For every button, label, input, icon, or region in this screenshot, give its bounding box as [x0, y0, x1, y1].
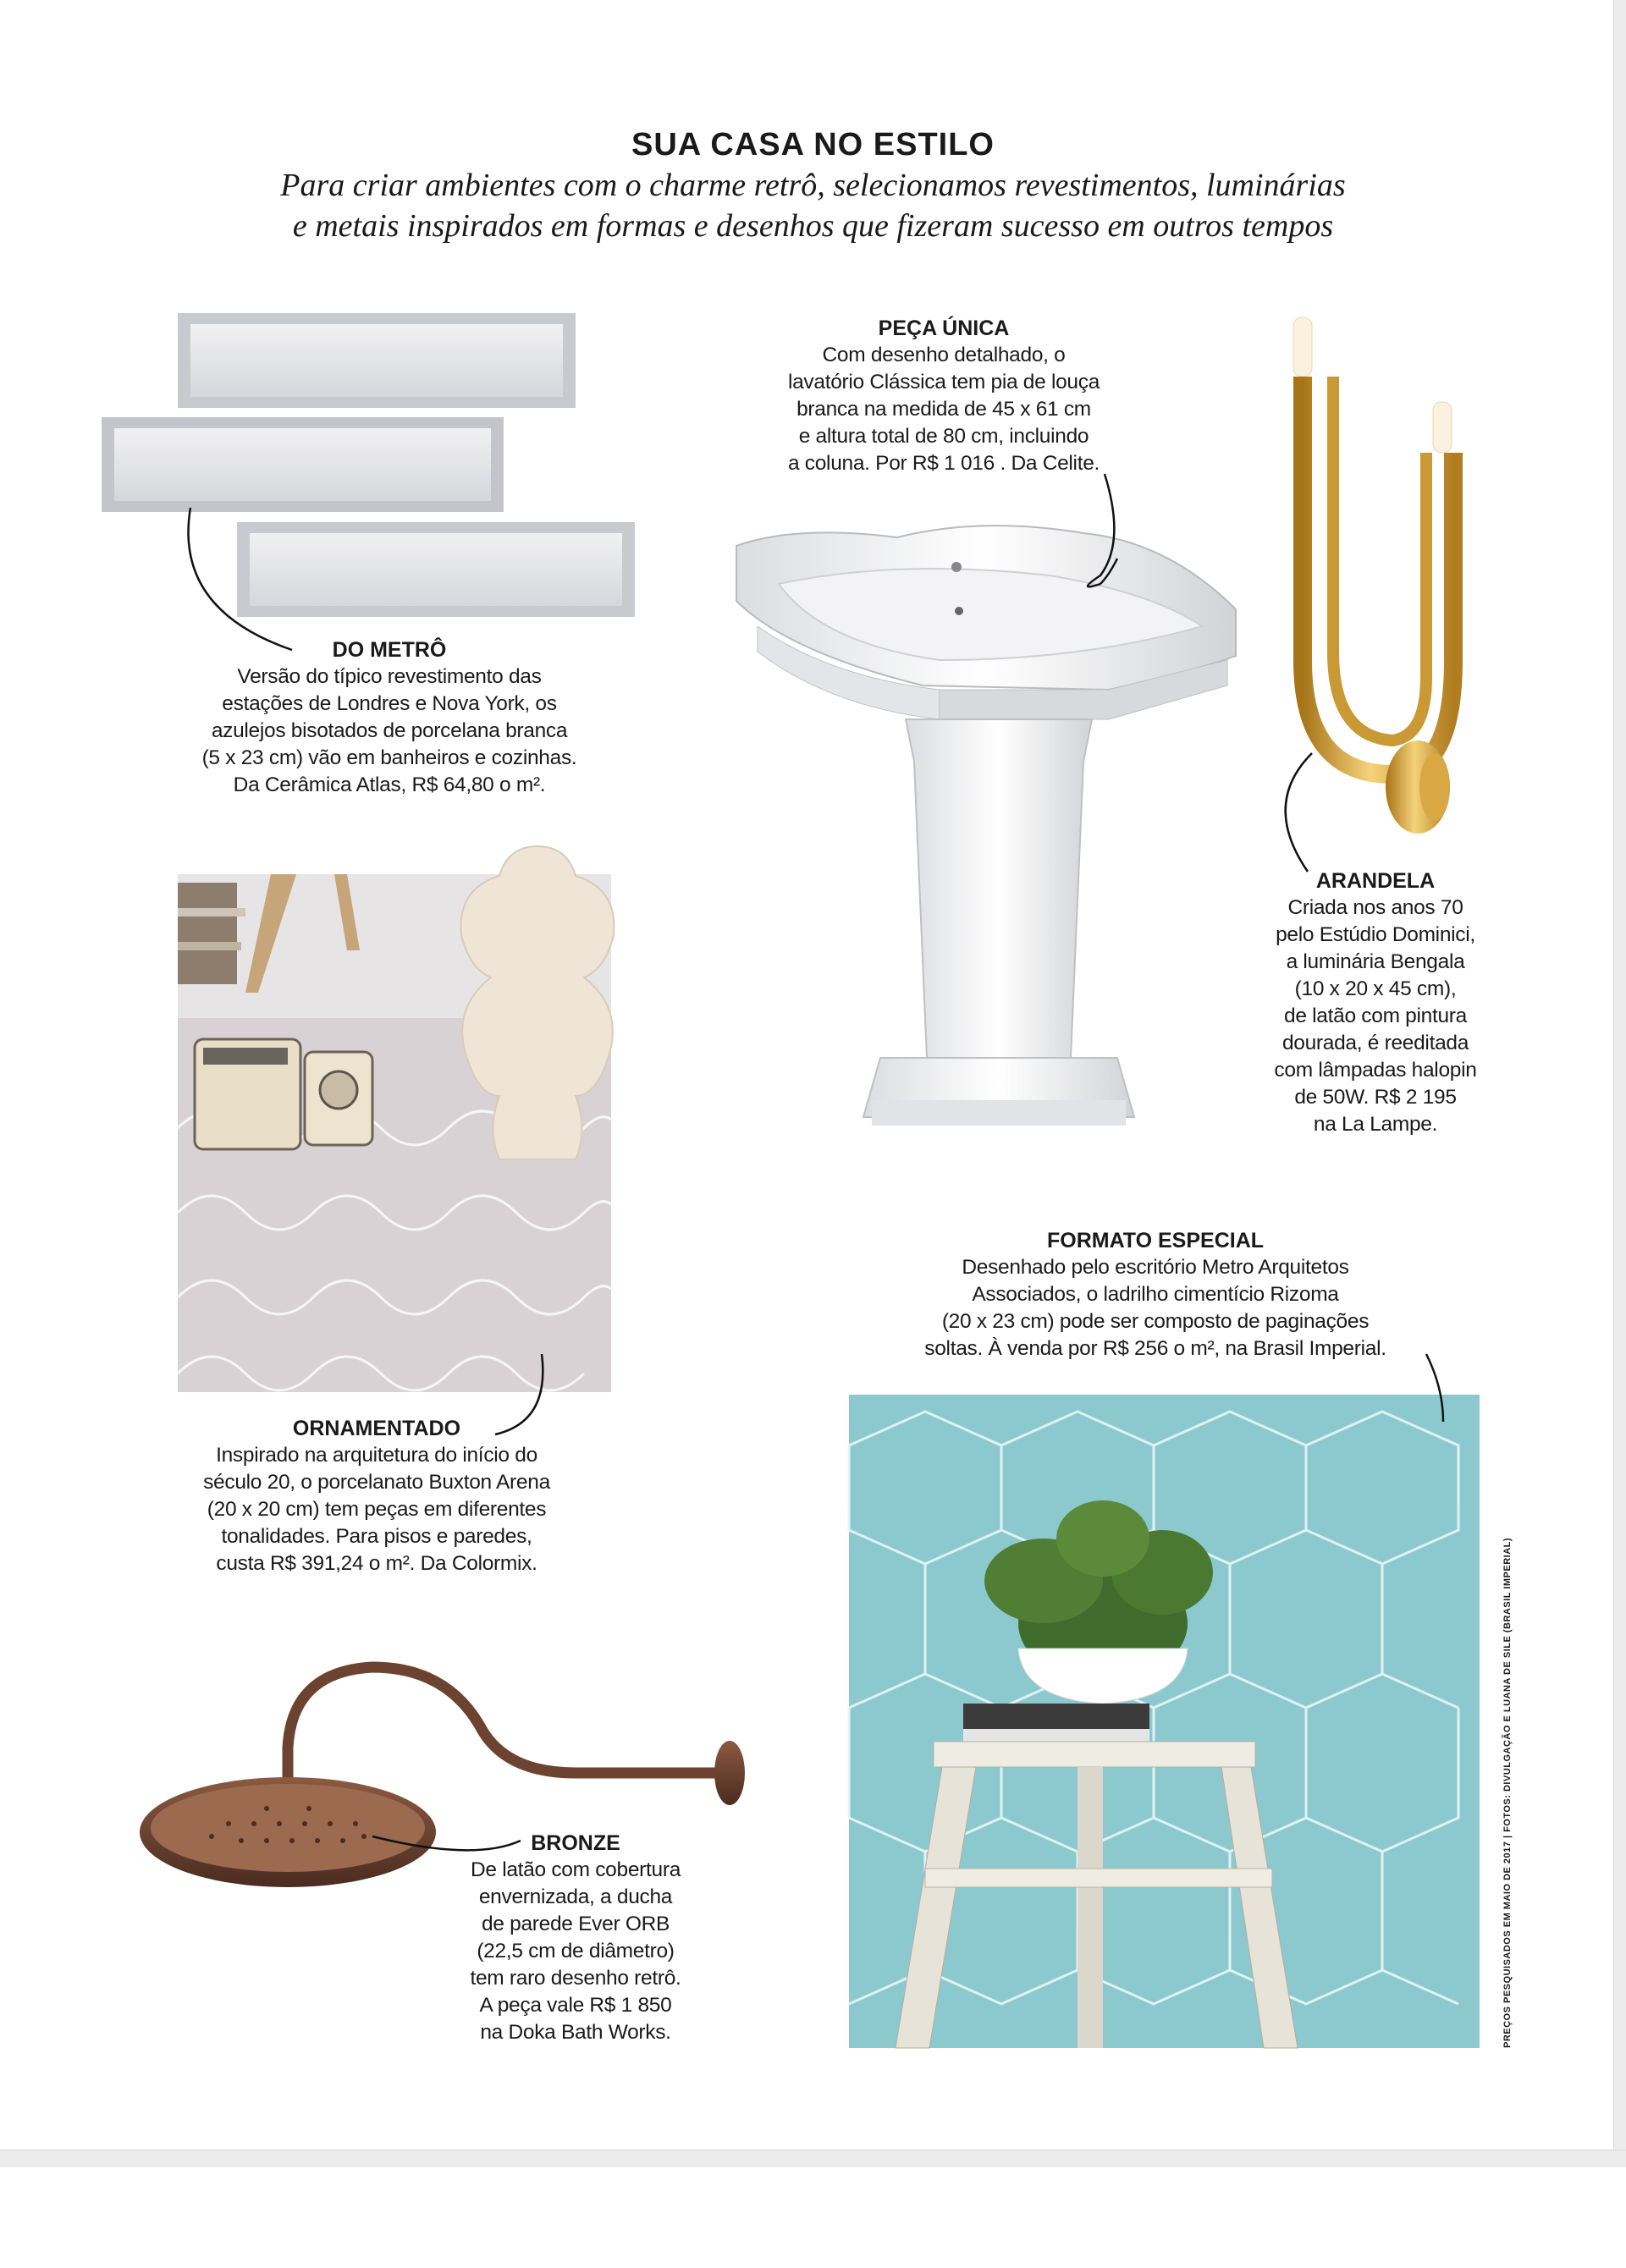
caption-line: dourada, é reeditada: [1282, 1032, 1469, 1054]
caption-line: azulejos bisotados de porcelana branca: [211, 719, 568, 742]
caption-line: (20 x 23 cm) pode ser composto de paginações: [941, 1310, 1370, 1333]
subtitle-line: Para criar ambientes com o charme retrô, selecionamos revestimentos, luminárias: [280, 168, 1346, 203]
caption-metro: [152, 636, 626, 799]
caption-heading: PEÇA ÚNICA: [878, 317, 1010, 340]
caption-line: século 20, o porcelanato Buxton Arena: [203, 1471, 550, 1494]
caption-heading: BRONZE: [531, 1831, 620, 1855]
caption-line: lavatório Clássica tem pia de louça: [787, 371, 1100, 394]
caption-line: Da Cerâmica Atlas, R$ 64,80 o m².: [233, 773, 546, 796]
caption-line: na Doka Bath Works.: [480, 2021, 671, 2044]
caption-line: envernizada, a ducha: [478, 1885, 673, 1908]
caption-heading: ORNAMENTADO: [292, 1417, 461, 1440]
page-title: SUA CASA NO ESTILO: [631, 127, 995, 162]
caption-formato-especial: [893, 1227, 1418, 1362]
caption-heading: DO METRÔ: [332, 638, 447, 662]
caption-line: estações de Londres e Nova York, os: [222, 692, 557, 715]
caption-line: (22,5 cm de diâmetro): [477, 1940, 675, 1962]
caption-line: Desenhado pelo escritório Metro Arquitetos: [962, 1256, 1349, 1279]
caption-line: De latão com cobertura: [470, 1858, 681, 1881]
caption-line: (5 x 23 cm) vão em banheiros e cozinhas.: [201, 746, 577, 769]
caption-line: a luminária Bengala: [1286, 950, 1465, 973]
caption-line: Criada nos anos 70: [1287, 896, 1463, 919]
caption-line: tem raro desenho retrô.: [470, 1967, 681, 1990]
caption-line: Inspirado na arquitetura do início do: [216, 1444, 537, 1467]
caption-line: Versão do típico revestimento das: [237, 665, 542, 688]
caption-peca-unica: [745, 315, 1143, 477]
caption-line: e altura total de 80 cm, incluindo: [798, 425, 1089, 448]
caption-ornamentado: [165, 1415, 588, 1577]
subtitle-line: e metais inspirados em formas e desenhos que fizeram sucesso em outros tempos: [292, 208, 1334, 244]
caption-line: Com desenho detalhado, o: [822, 344, 1066, 366]
caption-line: de latão com pintura: [1284, 1005, 1467, 1027]
caption-line: branca na medida de 45 x 61 cm: [796, 398, 1091, 421]
caption-line: (10 x 20 x 45 cm),: [1294, 977, 1457, 1000]
caption-line: A peça vale R$ 1 850: [479, 1994, 672, 2017]
caption-line: a coluna. Por R$ 1 016 . Da Celite.: [787, 452, 1100, 475]
caption-heading: ARANDELA: [1315, 869, 1436, 893]
caption-line: (20 x 20 cm) tem peças em diferentes: [207, 1498, 547, 1521]
caption-line: pelo Estúdio Dominici,: [1276, 923, 1475, 946]
caption-bronze: [432, 1830, 719, 2046]
caption-line: de 50W. R$ 2 195: [1294, 1086, 1457, 1109]
caption-heading: FORMATO ESPECIAL: [1046, 1229, 1265, 1252]
photo-credit-text: PREÇOS PESQUISADOS EM MAIO DE 2017 | FOTOS: DIVULGAÇÃO E LUANA DE SILE (BRASIL IMPERIAL): [1502, 1537, 1513, 2048]
caption-line: na La Lampe.: [1313, 1113, 1438, 1136]
caption-line: com lâmpadas halopin: [1274, 1059, 1477, 1082]
caption-arandela: [1219, 867, 1532, 1138]
caption-line: de parede Ever ORB: [481, 1913, 670, 1935]
caption-line: Associados, o ladrilho cimentício Rizoma: [972, 1283, 1339, 1306]
photo-credit: [1502, 1537, 1521, 2268]
caption-line: soltas. À venda por R$ 256 o m², na Brasil Imperial.: [924, 1337, 1386, 1360]
caption-line: custa R$ 391,24 o m². Da Colormix.: [216, 1552, 537, 1575]
caption-line: tonalidades. Para pisos e paredes,: [221, 1525, 532, 1548]
